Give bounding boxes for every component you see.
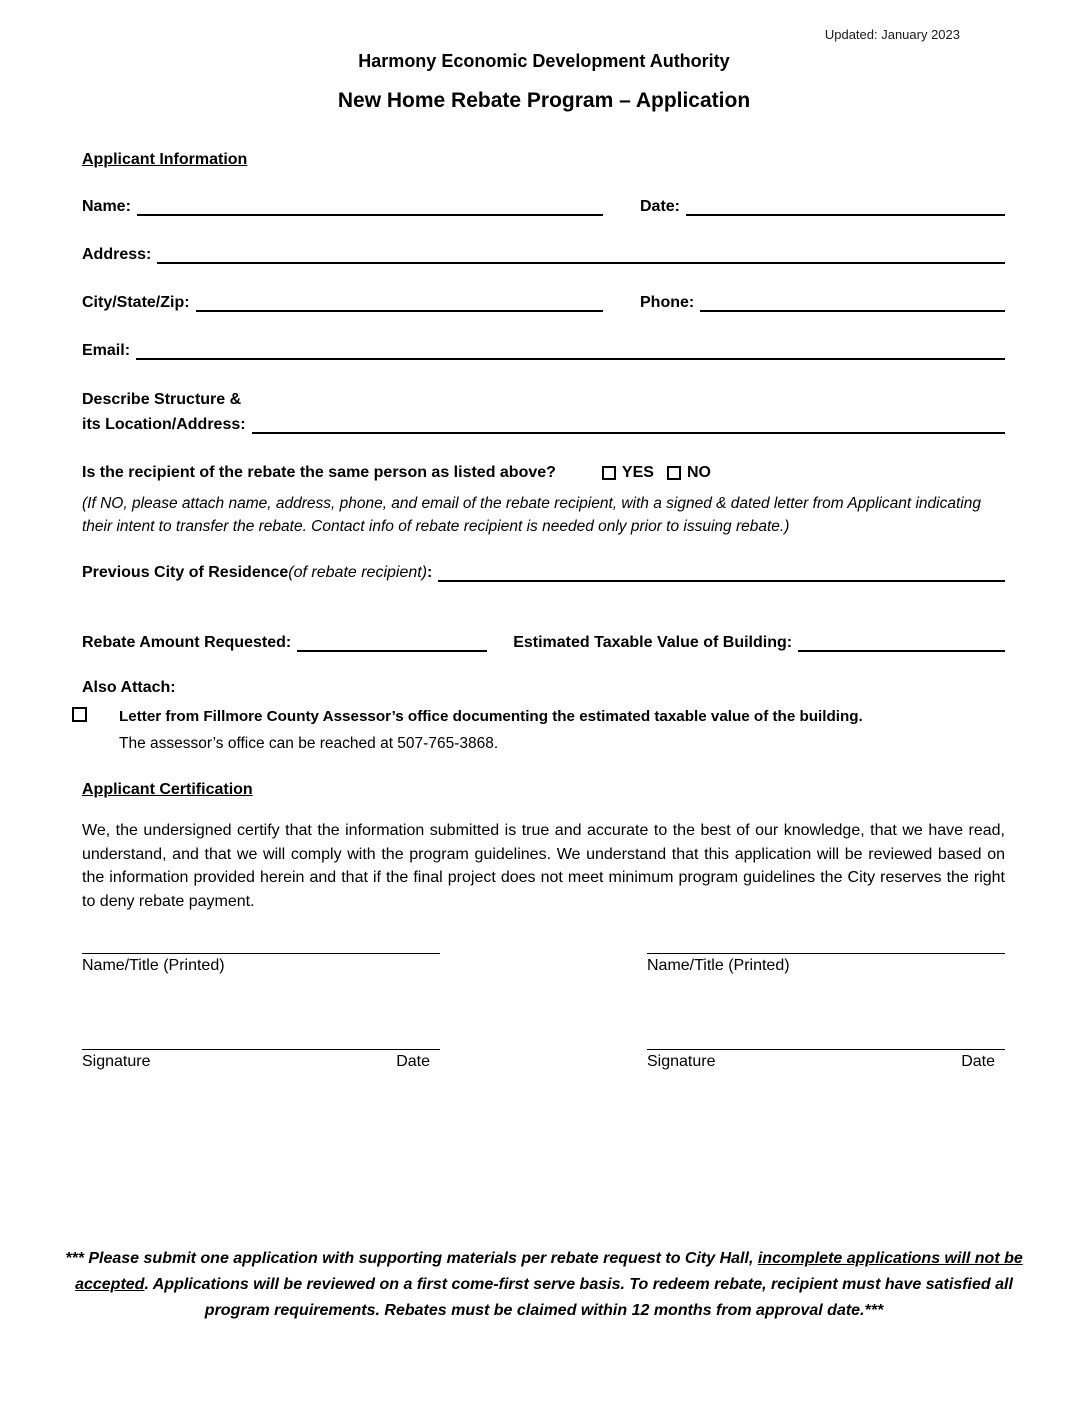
describe-structure-label: Describe Structure & bbox=[82, 391, 242, 408]
name-line[interactable] bbox=[137, 196, 603, 216]
assessor-letter-text: Letter from Fillmore County Assessor’s office documenting the estimated taxable value of the building. bbox=[119, 708, 863, 725]
no-checkbox[interactable] bbox=[667, 466, 681, 480]
previous-city-label-bold: Previous City of Residence bbox=[82, 564, 289, 581]
amounts-row bbox=[82, 632, 1005, 652]
name-title-label-left: Name/Title (Printed) bbox=[82, 957, 225, 974]
recipient-note: (If NO, please attach name, address, phone, and email of the rebate recipient, with a signed & dated letter from Applicant indicating their intent to transfer the rebate. Contact info of rebate recipient is needed only prior to issuing rebate.) bbox=[82, 495, 981, 535]
taxable-value-line[interactable] bbox=[798, 632, 1005, 652]
recipient-question-row bbox=[82, 462, 1005, 484]
previous-city-row bbox=[82, 562, 1005, 582]
name-label: Name: bbox=[82, 198, 131, 215]
assessor-phone-text: The assessor’s office can be reached at 507-765-3868. bbox=[119, 735, 499, 752]
certification-body: We, the undersigned certify that the information submitted is true and accurate to the best of our knowledge, that we have read, understand, and that we will comply with the program guidelines. We understand that this application will be reviewed based on the information provided herein and that if the final project does not meet minimum program guidelines the City reserves the right to deny rebate payment. bbox=[82, 822, 1005, 910]
address-label: Address: bbox=[82, 246, 152, 263]
previous-city-line[interactable] bbox=[438, 562, 1005, 582]
email-label: Email: bbox=[82, 342, 131, 359]
footer-underlined: incomplete applications will not be accepted bbox=[75, 1250, 1023, 1293]
city-state-zip-label: City/State/Zip: bbox=[82, 294, 190, 311]
also-attach-heading: Also Attach: bbox=[82, 679, 176, 696]
date-label-right: Date bbox=[961, 1053, 995, 1070]
address-row bbox=[82, 244, 1005, 264]
date-line[interactable] bbox=[686, 196, 1005, 216]
footer-part2: . Applications will be reviewed on a first come-first serve basis. To redeem rebate, recipient must have satisfied all program requirements. Rebates must be claimed within 12 months from approval date.*** bbox=[144, 1276, 1013, 1319]
signature-label-left: Signature bbox=[82, 1053, 151, 1070]
name-date-row bbox=[82, 196, 1005, 216]
org-title: Harmony Economic Development Authority bbox=[358, 51, 730, 71]
taxable-value-label: Estimated Taxable Value of Building: bbox=[513, 634, 793, 651]
assessor-letter-checkbox[interactable] bbox=[72, 707, 87, 722]
yes-label: YES bbox=[621, 464, 654, 481]
address-line[interactable] bbox=[157, 244, 1005, 264]
name-title-line-left[interactable] bbox=[82, 953, 440, 954]
email-row bbox=[82, 340, 1005, 360]
signature-line-left[interactable] bbox=[82, 1049, 440, 1050]
section-heading-certification: Applicant Certification bbox=[82, 781, 253, 798]
recipient-question: Is the recipient of the rebate the same person as listed above? bbox=[82, 464, 556, 481]
date-label-left: Date bbox=[396, 1053, 430, 1070]
section-heading-applicant-info: Applicant Information bbox=[82, 151, 248, 168]
yes-checkbox[interactable] bbox=[602, 466, 616, 480]
name-title-label-right: Name/Title (Printed) bbox=[647, 957, 790, 974]
signature-column-right bbox=[647, 953, 1005, 1071]
form-title: New Home Rebate Program – Application bbox=[337, 89, 751, 112]
location-address-line[interactable] bbox=[252, 411, 1005, 434]
email-line[interactable] bbox=[136, 340, 1005, 360]
footer-note bbox=[0, 1246, 1088, 1324]
signature-label-right: Signature bbox=[647, 1053, 716, 1070]
city-state-zip-line[interactable] bbox=[196, 292, 603, 312]
rebate-amount-line[interactable] bbox=[297, 632, 487, 652]
name-title-line-right[interactable] bbox=[647, 953, 1005, 954]
assessor-letter-item bbox=[82, 703, 1005, 757]
describe-structure-block bbox=[82, 388, 1005, 434]
no-label: NO bbox=[686, 464, 711, 481]
applicant-info-fields bbox=[82, 196, 1005, 1071]
rebate-amount-label: Rebate Amount Requested: bbox=[82, 634, 292, 651]
footer-part1: *** Please submit one application with supporting materials per rebate request to City Hall, bbox=[65, 1250, 758, 1267]
phone-label: Phone: bbox=[640, 294, 695, 311]
location-address-label: its Location/Address: bbox=[82, 416, 246, 433]
phone-line[interactable] bbox=[700, 292, 1005, 312]
previous-city-label-italic: (of rebate recipient) bbox=[288, 564, 428, 581]
city-phone-row bbox=[82, 292, 1005, 312]
signature-line-right[interactable] bbox=[647, 1049, 1005, 1050]
signature-section bbox=[82, 953, 1005, 1071]
previous-city-label-colon: : bbox=[427, 564, 433, 581]
date-label: Date: bbox=[640, 198, 681, 215]
updated-date: Updated: January 2023 bbox=[824, 27, 960, 42]
signature-column-left bbox=[82, 953, 440, 1071]
